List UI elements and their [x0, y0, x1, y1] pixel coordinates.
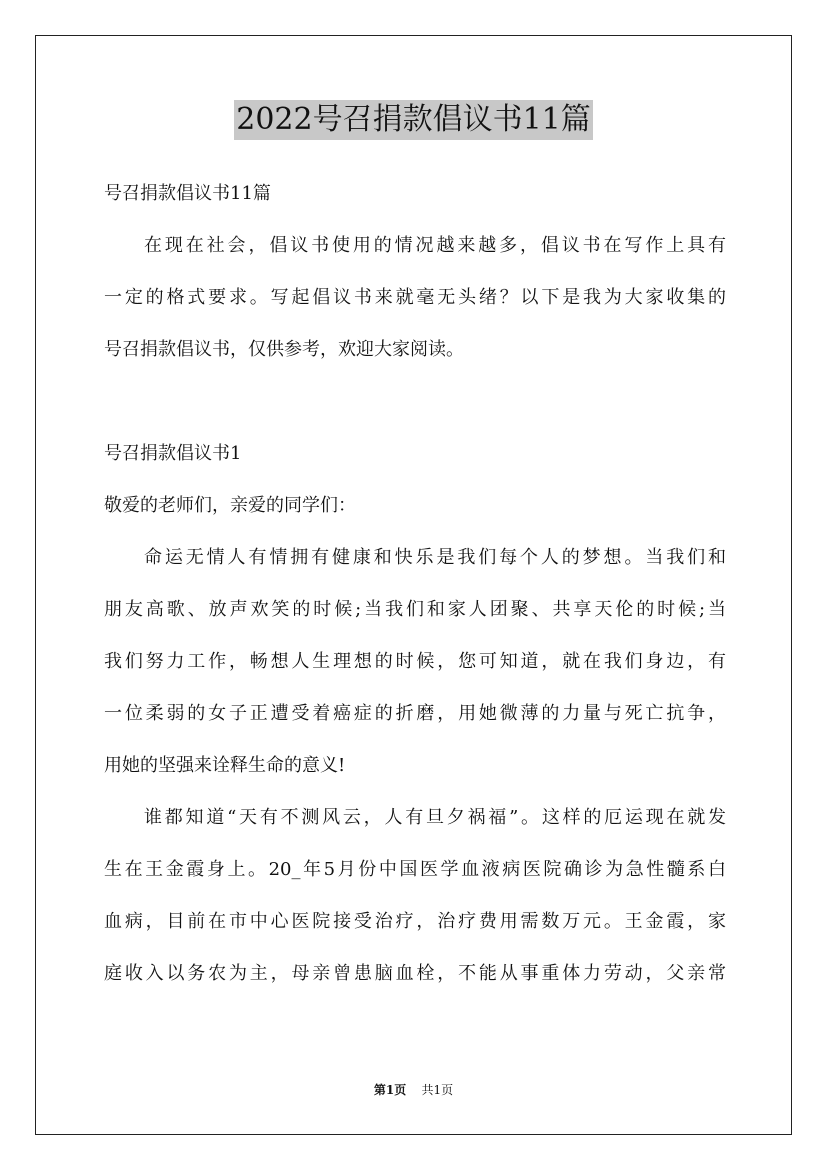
section-heading: 号召捐款倡议书1: [104, 443, 242, 464]
para1-line-4: 一位柔弱的女子正遭受着癌症的折磨，用她微薄的力量与死亡抗争，: [104, 703, 726, 724]
page-total: 共1页: [421, 1083, 454, 1097]
document-body: [104, 168, 726, 1000]
blank-spacer: [104, 376, 726, 428]
page-number: 第1页: [373, 1083, 407, 1097]
title-container: [0, 100, 827, 140]
page-footer: [0, 1082, 827, 1098]
salutation: 敬爱的老师们，亲爱的同学们：: [104, 495, 356, 516]
document-title: 2022号召捐款倡议书11篇: [234, 100, 593, 140]
document-subtitle: 号召捐款倡议书11篇: [104, 183, 271, 204]
intro-line-3: 号召捐款倡议书，仅供参考，欢迎大家阅读。: [104, 339, 464, 360]
para2-line-2: 生在王金霞身上。20_年5月份中国医学血液病医院确诊为急性髓系白: [104, 859, 726, 880]
intro-line-1: 在现在社会，倡议书使用的情况越来越多，倡议书在写作上具有: [144, 235, 726, 256]
para1-line-3: 我们努力工作，畅想人生理想的时候，您可知道，就在我们身边，有: [104, 651, 726, 672]
para1-line-1: 命运无情人有情拥有健康和快乐是我们每个人的梦想。当我们和: [144, 547, 726, 568]
para1-line-2: 朋友高歌、放声欢笑的时候;当我们和家人团聚、共享天伦的时候;当: [104, 599, 726, 620]
intro-line-2: 一定的格式要求。写起倡议书来就毫无头绪？以下是我为大家收集的: [104, 287, 726, 308]
para1-line-5: 用她的坚强来诠释生命的意义!: [104, 755, 346, 776]
para2-line-4: 庭收入以务农为主，母亲曾患脑血栓，不能从事重体力劳动，父亲常: [104, 963, 726, 984]
para2-line-1: 谁都知道“天有不测风云，人有旦夕祸福”。这样的厄运现在就发: [144, 807, 726, 828]
para2-line-3: 血病，目前在市中心医院接受治疗，治疗费用需数万元。王金霞，家: [104, 911, 726, 932]
